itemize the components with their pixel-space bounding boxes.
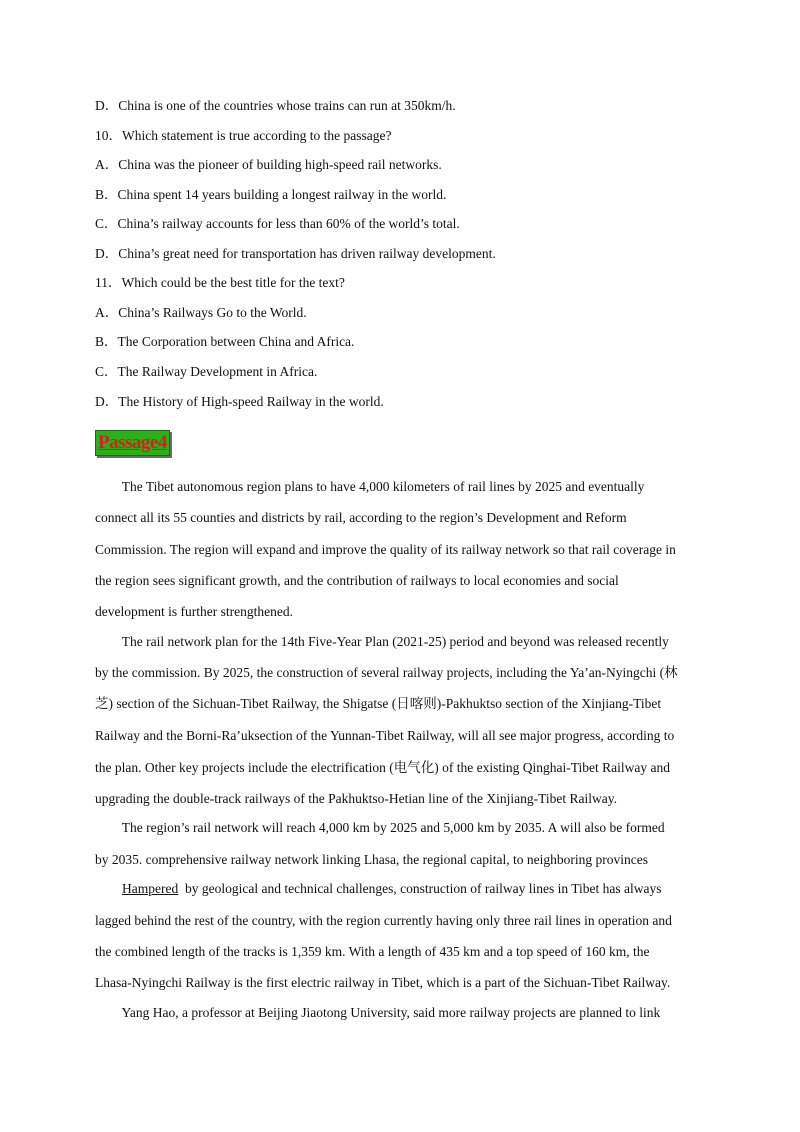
passage-line: by the commission. By 2025, the construction of several railway projects, including the Ya’an-Nyingchi (林 (95, 665, 678, 680)
passage-line: the region sees significant growth, and the contribution of railways to local economies and social (95, 573, 619, 588)
passage-line: by 2035. comprehensive railway network linking Lhasa, the regional capital, to neighboring provinces (95, 852, 648, 867)
q10-option-a: A．China was the pioneer of building high-speed rail networks. (95, 157, 442, 172)
passage-line: The rail network plan for the 14th Five-Year Plan (2021-25) period and beyond was released recently (95, 634, 669, 649)
q11-stem: 11．Which could be the best title for the text? (95, 275, 345, 290)
passage-line: Commission. The region will expand and improve the quality of its railway network so that rail coverage in (95, 542, 676, 557)
passage-line: The region’s rail network will reach 4,000 km by 2025 and 5,000 km by 2035. A will also be formed (95, 820, 665, 835)
passage-line-hampered (95, 881, 707, 897)
q11-option-b: B．The Corporation between China and Africa. (95, 334, 355, 349)
q11-option-d: D．The History of High-speed Railway in the world. (95, 394, 384, 409)
passage-heading-badge (95, 430, 170, 456)
passage-line-rest: by geological and technical challenges, construction of railway lines in Tibet has always (178, 881, 662, 896)
passage-line: connect all its 55 counties and districts by rail, according to the region’s Development and Reform (95, 510, 627, 525)
passage-line: the combined length of the tracks is 1,359 km. With a length of 435 km and a top speed of 160 km, the (95, 944, 650, 959)
q9-option-d: D．China is one of the countries whose trains can run at 350km/h. (95, 98, 456, 113)
q10-option-d: D．China’s great need for transportation has driven railway development. (95, 246, 496, 261)
q10-option-c: C．China’s railway accounts for less than 60% of the world’s total. (95, 216, 460, 231)
passage-line: the plan. Other key projects include the electrification (电气化) of the existing Qinghai-Tibet Railway and (95, 760, 670, 775)
q11-option-c: C．The Railway Development in Africa. (95, 364, 318, 379)
underlined-word: Hampered (122, 881, 179, 896)
passage-line: Lhasa-Nyingchi Railway is the first electric railway in Tibet, which is a part of the Sichuan-Tibet Railway. (95, 975, 671, 990)
passage-line: upgrading the double-track railways of the Pakhuktso-Hetian line of the Xinjiang-Tibet Railway. (95, 791, 618, 806)
passage-heading: Passage4 (98, 432, 167, 453)
passage-line: The Tibet autonomous region plans to have 4,000 kilometers of rail lines by 2025 and eventually (95, 479, 645, 494)
q10-stem: 10．Which statement is true according to the passage? (95, 128, 392, 143)
passage-line: Yang Hao, a professor at Beijing Jiaotong University, said more railway projects are planned to link (95, 1005, 661, 1020)
passage-line: lagged behind the rest of the country, with the region currently having only three rail lines in operation and (95, 913, 672, 928)
q10-option-b: B．China spent 14 years building a longest railway in the world. (95, 187, 447, 202)
passage-line: Railway and the Borni-Ra’uksection of the Yunnan-Tibet Railway, will all see major progress, according to (95, 728, 675, 743)
passage-line: 芝) section of the Sichuan-Tibet Railway, the Shigatse (日喀则)-Pakhuktso section of the Xinjiang-Tibet (95, 696, 662, 711)
passage-line: development is further strengthened. (95, 604, 293, 619)
q11-option-a: A．China’s Railways Go to the World. (95, 305, 307, 320)
